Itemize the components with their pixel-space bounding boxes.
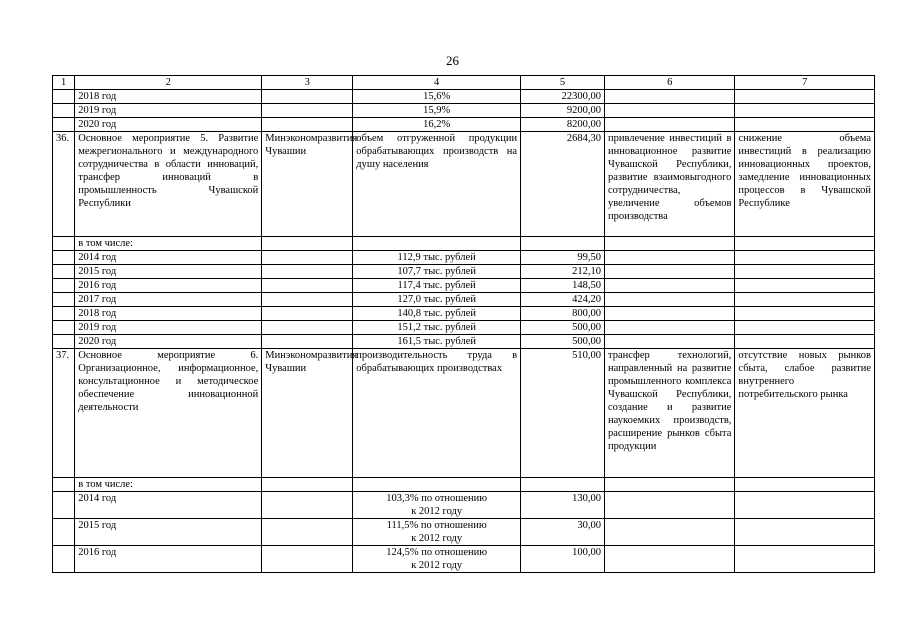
expected-effect: трансфер технологий, направленный на развитие промышленного комплекса Чувашской Республики, создание и развитие наукоемких производств, расширение рынков сбыта продукции — [605, 349, 735, 478]
activity-row-37 — [53, 349, 875, 478]
year-label: 2014 год — [75, 492, 262, 519]
expected-effect: привлечение инвестиций в инновационное развитие Чувашской Республики, развитие взаимовыгодного сотрудничества, увеличение объемов производства — [605, 132, 735, 237]
including-label: в том числе: — [75, 237, 262, 251]
table-row — [53, 335, 875, 349]
funding-value: 510,00 — [521, 349, 605, 478]
year-label: 2017 год — [75, 293, 262, 307]
column-number-5: 5 — [521, 76, 605, 90]
year-label: 2015 год — [75, 519, 262, 546]
table-row — [53, 307, 875, 321]
executor: Минэкономразвития Чувашии — [262, 349, 353, 478]
indicator-value: 111,5% по отношению к 2012 году — [353, 519, 521, 546]
table-row — [53, 265, 875, 279]
year-label: 2019 год — [75, 104, 262, 118]
indicator-value: 16,2% — [353, 118, 521, 132]
column-number-6: 6 — [605, 76, 735, 90]
funding-value: 8200,00 — [521, 118, 605, 132]
table-row — [53, 478, 875, 492]
table-header-row — [53, 76, 875, 90]
including-label: в том числе: — [75, 478, 262, 492]
funding-value: 9200,00 — [521, 104, 605, 118]
year-label: 2018 год — [75, 90, 262, 104]
table-row — [53, 279, 875, 293]
page-number: 26 — [446, 53, 459, 68]
funding-value: 130,00 — [521, 492, 605, 519]
table-row — [53, 104, 875, 118]
funding-value: 99,50 — [521, 251, 605, 265]
item-number: 37. — [53, 349, 75, 478]
table-row — [53, 237, 875, 251]
indicator-value: 161,5 тыс. рублей — [353, 335, 521, 349]
funding-value: 424,20 — [521, 293, 605, 307]
indicator-value: 15,9% — [353, 104, 521, 118]
funding-value: 500,00 — [521, 321, 605, 335]
funding-value: 212,10 — [521, 265, 605, 279]
table-row — [53, 293, 875, 307]
year-label: 2020 год — [75, 118, 262, 132]
program-table — [52, 75, 875, 573]
year-label: 2019 год — [75, 321, 262, 335]
risks: отсутствие новых рынков сбыта, слабое развитие внутреннего потребительского рынка — [735, 349, 875, 478]
column-number-3: 3 — [262, 76, 353, 90]
table-row — [53, 519, 875, 546]
column-number-1: 1 — [53, 76, 75, 90]
table-row — [53, 118, 875, 132]
activity-title: Основное мероприятие 6. Организационное, информационное, консультационное и методическое обеспечение инновационной деятельности — [75, 349, 262, 478]
funding-value: 22300,00 — [521, 90, 605, 104]
indicator-name: объем отгруженной продукции обрабатывающих производств на душу населения — [353, 132, 521, 237]
funding-value: 148,50 — [521, 279, 605, 293]
table-row — [53, 90, 875, 104]
year-label: 2016 год — [75, 546, 262, 573]
funding-value: 30,00 — [521, 519, 605, 546]
indicator-name: производительность труда в обрабатывающих производствах — [353, 349, 521, 478]
column-number-7: 7 — [735, 76, 875, 90]
year-label: 2014 год — [75, 251, 262, 265]
indicator-value: 103,3% по отношению к 2012 году — [353, 492, 521, 519]
risks: снижение объема инвестиций в реализацию инновационных проектов, замедление инновационных процессов в Чувашской Республике — [735, 132, 875, 237]
table-row — [53, 546, 875, 573]
column-number-2: 2 — [75, 76, 262, 90]
funding-value: 500,00 — [521, 335, 605, 349]
year-label: 2018 год — [75, 307, 262, 321]
indicator-value: 107,7 тыс. рублей — [353, 265, 521, 279]
indicator-value: 151,2 тыс. рублей — [353, 321, 521, 335]
column-number-4: 4 — [353, 76, 521, 90]
table-row — [53, 251, 875, 265]
activity-row-36 — [53, 132, 875, 237]
executor: Минэкономразвития Чувашии — [262, 132, 353, 237]
funding-value: 800,00 — [521, 307, 605, 321]
indicator-value: 140,8 тыс. рублей — [353, 307, 521, 321]
table-row — [53, 321, 875, 335]
indicator-value: 124,5% по отношению к 2012 году — [353, 546, 521, 573]
item-number: 36. — [53, 132, 75, 237]
year-label: 2015 год — [75, 265, 262, 279]
funding-value: 100,00 — [521, 546, 605, 573]
year-label: 2020 год — [75, 335, 262, 349]
indicator-value: 117,4 тыс. рублей — [353, 279, 521, 293]
year-label: 2016 год — [75, 279, 262, 293]
indicator-value: 15,6% — [353, 90, 521, 104]
indicator-value: 127,0 тыс. рублей — [353, 293, 521, 307]
indicator-value: 112,9 тыс. рублей — [353, 251, 521, 265]
activity-title: Основное мероприятие 5. Развитие межрегионального и международного сотрудничества в области инноваций, трансфер инноваций в промышленность Чувашской Республики — [75, 132, 262, 237]
funding-value: 2684,30 — [521, 132, 605, 237]
table-row — [53, 492, 875, 519]
